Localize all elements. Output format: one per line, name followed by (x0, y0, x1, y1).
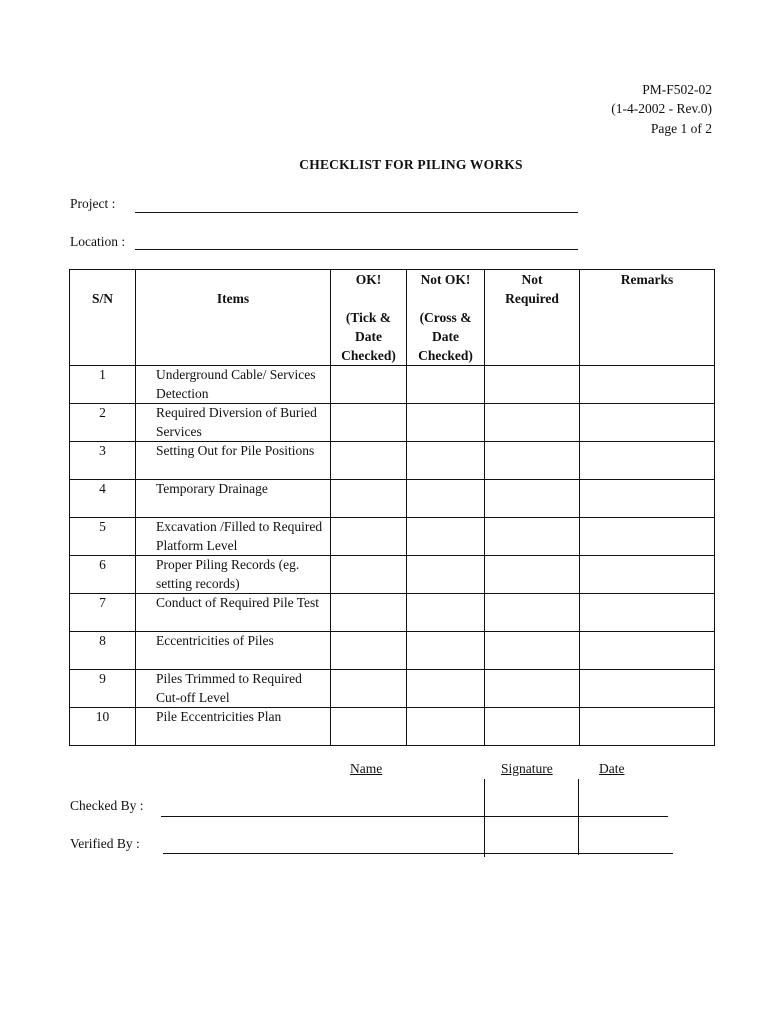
location-label: Location : (70, 234, 126, 249)
row-sn: 1 (70, 366, 136, 404)
not-required-cell[interactable] (485, 366, 580, 404)
not-ok-cell[interactable] (407, 480, 485, 518)
not-required-cell[interactable] (485, 404, 580, 442)
not-ok-cell[interactable] (407, 518, 485, 556)
not-required-cell[interactable] (485, 632, 580, 670)
ok-cell[interactable] (331, 708, 407, 746)
table-row (70, 442, 715, 480)
remarks-cell[interactable] (580, 366, 715, 404)
table-row (70, 708, 715, 746)
row-item: Proper Piling Records (eg. setting records) (136, 556, 331, 594)
not-ok-cell[interactable] (407, 632, 485, 670)
row-sn: 2 (70, 404, 136, 442)
remarks-cell[interactable] (580, 556, 715, 594)
verified-by-label: Verified By : (70, 836, 140, 851)
row-item: Conduct of Required Pile Test (136, 594, 331, 632)
row-item: Piles Trimmed to Required Cut-off Level (136, 670, 331, 708)
ok-cell[interactable] (331, 442, 407, 480)
verified-by-line[interactable] (163, 853, 673, 854)
ok-cell[interactable] (331, 518, 407, 556)
remarks-cell[interactable] (580, 480, 715, 518)
ok-cell[interactable] (331, 404, 407, 442)
row-item: Underground Cable/ Services Detection (136, 366, 331, 404)
not-required-cell[interactable] (485, 594, 580, 632)
table-header-row (70, 270, 715, 366)
header-not-ok-sub: (Cross & Date Checked) (418, 310, 473, 363)
not-required-cell[interactable] (485, 442, 580, 480)
row-sn: 8 (70, 632, 136, 670)
ok-cell[interactable] (331, 480, 407, 518)
header-remarks: Remarks (580, 270, 715, 366)
not-ok-cell[interactable] (407, 556, 485, 594)
header-ok (331, 270, 407, 366)
checklist-table (69, 269, 715, 746)
ok-cell[interactable] (331, 670, 407, 708)
date-divider (578, 779, 579, 855)
ok-cell[interactable] (331, 594, 407, 632)
row-item: Excavation /Filled to Required Platform Level (136, 518, 331, 556)
remarks-cell[interactable] (580, 670, 715, 708)
table-row (70, 556, 715, 594)
row-sn: 4 (70, 480, 136, 518)
remarks-cell[interactable] (580, 632, 715, 670)
header-not-ok-label: Not OK! (420, 272, 471, 287)
checked-by-line[interactable] (161, 816, 668, 817)
remarks-cell[interactable] (580, 404, 715, 442)
not-ok-cell[interactable] (407, 594, 485, 632)
header-sn: S/N (70, 270, 136, 366)
ok-cell[interactable] (331, 556, 407, 594)
header-ok-sub: (Tick & Date Checked) (341, 310, 396, 363)
header-not-required: Not Required (485, 270, 580, 366)
name-heading: Name (350, 761, 383, 776)
ok-cell[interactable] (331, 632, 407, 670)
revision-info: (1-4-2002 - Rev.0) (611, 101, 712, 116)
table-row (70, 670, 715, 708)
not-ok-cell[interactable] (407, 442, 485, 480)
form-code: PM-F502-02 (642, 82, 712, 97)
table-row (70, 518, 715, 556)
header-items: Items (136, 270, 331, 366)
not-required-cell[interactable] (485, 518, 580, 556)
table-row (70, 632, 715, 670)
not-required-cell[interactable] (485, 708, 580, 746)
not-ok-cell[interactable] (407, 670, 485, 708)
row-sn: 3 (70, 442, 136, 480)
row-sn: 7 (70, 594, 136, 632)
not-required-cell[interactable] (485, 556, 580, 594)
table-row (70, 366, 715, 404)
date-heading: Date (599, 761, 625, 776)
row-item: Pile Eccentricities Plan (136, 708, 331, 746)
not-required-cell[interactable] (485, 670, 580, 708)
checked-by-label: Checked By : (70, 798, 144, 813)
row-sn: 5 (70, 518, 136, 556)
remarks-cell[interactable] (580, 518, 715, 556)
ok-cell[interactable] (331, 366, 407, 404)
remarks-cell[interactable] (580, 594, 715, 632)
row-sn: 6 (70, 556, 136, 594)
location-field-line[interactable] (135, 249, 578, 250)
not-ok-cell[interactable] (407, 708, 485, 746)
row-item: Setting Out for Pile Positions (136, 442, 331, 480)
table-row (70, 480, 715, 518)
remarks-cell[interactable] (580, 442, 715, 480)
remarks-cell[interactable] (580, 708, 715, 746)
table-row (70, 404, 715, 442)
row-item: Temporary Drainage (136, 480, 331, 518)
signature-heading: Signature (501, 761, 553, 776)
not-ok-cell[interactable] (407, 366, 485, 404)
row-item: Eccentricities of Piles (136, 632, 331, 670)
header-not-ok (407, 270, 485, 366)
row-sn: 10 (70, 708, 136, 746)
table-row (70, 594, 715, 632)
project-field-line[interactable] (135, 212, 578, 213)
not-required-cell[interactable] (485, 480, 580, 518)
project-label: Project : (70, 196, 116, 211)
header-ok-label: OK! (355, 272, 382, 287)
row-item: Required Diversion of Buried Services (136, 404, 331, 442)
not-ok-cell[interactable] (407, 404, 485, 442)
row-sn: 9 (70, 670, 136, 708)
document-title: CHECKLIST FOR PILING WORKS (299, 157, 523, 172)
page-number: Page 1 of 2 (650, 121, 712, 136)
signature-divider (484, 779, 485, 857)
